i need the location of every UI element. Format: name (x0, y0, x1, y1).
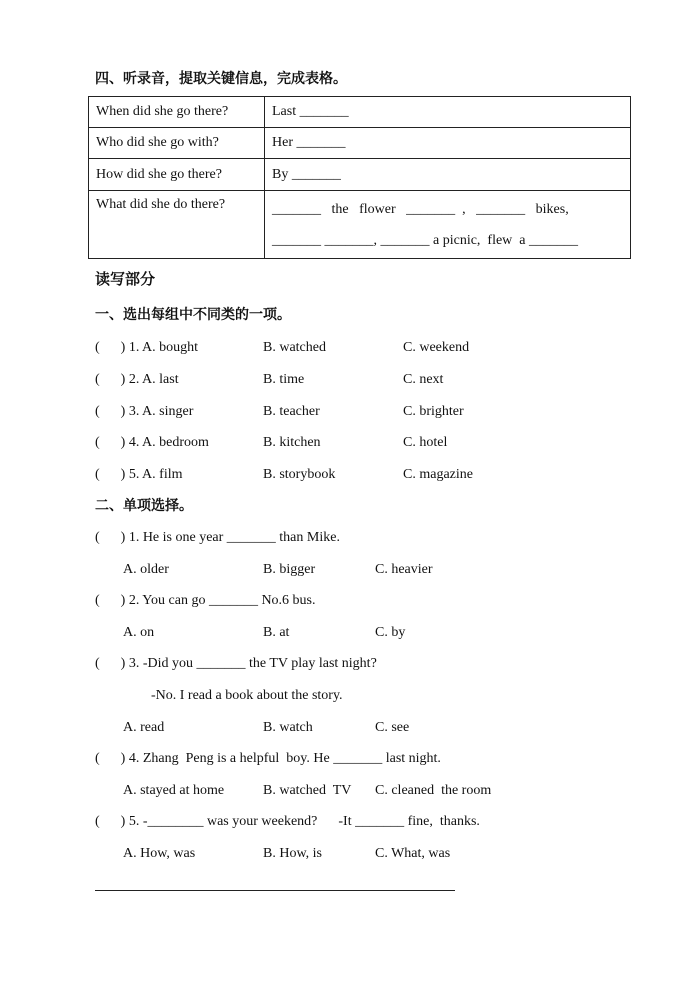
table-answer (265, 191, 631, 259)
section4-heading: 四、听录音，提取关键信息，完成表格。 (95, 71, 347, 87)
item-stem: ( ) 2. A. last (95, 372, 179, 387)
table-question: How did she go there? (89, 159, 265, 191)
option-b: B. How, is (263, 846, 322, 861)
option-a: A. older (123, 562, 169, 577)
option-b: B. storybook (263, 467, 336, 482)
table-answer: Her _______ (265, 128, 631, 159)
table-answer: By _______ (265, 159, 631, 191)
item-stem: ( ) 4. A. bedroom (95, 435, 209, 450)
part2-heading: 二、单项选择。 (95, 498, 193, 514)
option-a: A. How, was (123, 846, 196, 861)
option-c: C. weekend (403, 340, 470, 355)
question-stem: ( ) 4. Zhang Peng is a helpful boy. He _______ last night. (95, 751, 441, 766)
option-c: C. next (403, 372, 444, 387)
answer-line-1: _______ the flower _______ , _______ bikes, (272, 201, 569, 217)
item-stem: ( ) 3. A. singer (95, 404, 194, 419)
question-stem: ( ) 3. -Did you _______ the TV play last night? (95, 656, 377, 671)
footnote-divider (95, 890, 455, 891)
option-c: C. heavier (375, 562, 433, 577)
option-b: B. at (263, 625, 290, 640)
option-b: B. teacher (263, 404, 320, 419)
option-a: A. stayed at home (123, 783, 225, 798)
part1-heading: 一、选出每组中不同类的一项。 (95, 307, 291, 323)
option-b: B. kitchen (263, 435, 321, 450)
table-row (89, 128, 631, 159)
option-b: B. watched TV (263, 783, 352, 798)
option-a: A. on (123, 625, 155, 640)
item-stem: ( ) 1. A. bought (95, 340, 199, 355)
question-stem: ( ) 5. -________ was your weekend? -It _______ fine, thanks. (95, 814, 480, 829)
option-c: C. cleaned the room (375, 783, 492, 798)
table-question: When did she go there? (89, 97, 265, 128)
table-row (89, 191, 631, 259)
option-b: B. time (263, 372, 305, 387)
question-stem: ( ) 1. He is one year _______ than Mike. (95, 530, 340, 545)
table-row (89, 97, 631, 128)
dialogue-reply: -No. I read a book about the story. (151, 688, 343, 703)
question-stem: ( ) 2. You can go _______ No.6 bus. (95, 593, 316, 608)
table-question: Who did she go with? (89, 128, 265, 159)
option-c: C. see (375, 720, 410, 735)
item-stem: ( ) 5. A. film (95, 467, 183, 482)
option-b: B. bigger (263, 562, 316, 577)
listening-table (88, 96, 631, 259)
option-b: B. watch (263, 720, 313, 735)
option-c: C. magazine (403, 467, 473, 482)
table-row (89, 159, 631, 191)
option-c: C. brighter (403, 404, 464, 419)
option-c: C. What, was (375, 846, 451, 861)
reading-writing-heading: 读写部分 (95, 270, 156, 288)
option-c: C. hotel (403, 435, 448, 450)
table-answer: Last _______ (265, 97, 631, 128)
option-b: B. watched (263, 340, 326, 355)
table-question: What did she do there? (89, 191, 265, 259)
option-c: C. by (375, 625, 406, 640)
option-a: A. read (123, 720, 165, 735)
answer-line-2: _______ _______, _______ a picnic, flew a _______ (272, 232, 579, 248)
